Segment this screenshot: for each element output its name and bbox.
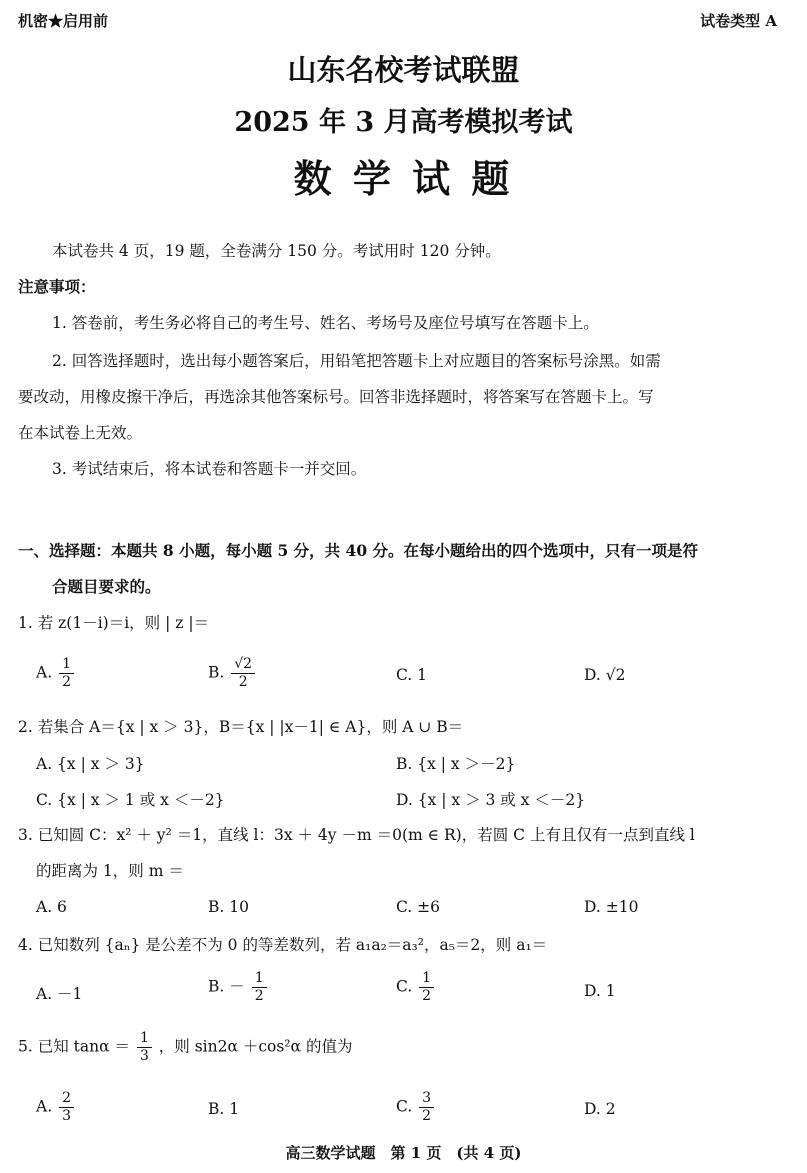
q5-a-num: 2 [59,1090,74,1108]
q4-option-d: D. 1 [584,982,616,1000]
intro-text: 本试卷共 4 页，19 题，全卷满分 150 分。考试用时 120 分钟。 [52,242,501,260]
q3-option-a: A. 6 [36,898,67,916]
q5-c-num: 3 [419,1090,434,1108]
q1-option-b [208,656,257,691]
q5-a-den: 3 [62,1108,71,1124]
q1-option-a [36,656,76,691]
q5-option-d: D. 2 [584,1100,616,1118]
q5-option-c [396,1090,436,1125]
q5-c-den: 2 [422,1108,432,1124]
q4-option-b [208,970,269,1005]
q1-stem: 1. 若 z(1－i)＝i，则 | z |＝ [18,614,210,632]
q4-option-b-fraction [252,970,267,1005]
notice-item-2b: 要改动，用橡皮擦干净后，再选涂其他答案标号。回答非选择题时，将答案写在答题卡上。写 [18,388,654,406]
subject-title: 数 学 试 题 [293,156,514,201]
q1-option-a-fraction [59,656,74,691]
q5-option-a-label: A. [36,1097,53,1116]
q1-b-num: √2 [231,656,255,674]
q3-option-b: B. 10 [208,898,249,916]
q1-option-d: D. √2 [584,666,626,684]
q5-option-c-label: C. [396,1097,413,1116]
q4-option-c-fraction [419,970,434,1005]
q1-b-den: 2 [238,674,248,690]
q2-stem: 2. 若集合 A＝{x | x ＞ 3}，B＝{x | |x－1| ∈ A}，则 A ∪ B＝ [18,718,464,736]
q5-stem-post: ，则 sin2α ＋cos²α 的值为 [158,1037,353,1056]
q2-option-d: D. {x | x ＞ 3 或 x ＜－2} [396,791,586,809]
q5-option-c-fraction [419,1090,434,1125]
notice-item-2a: 2. 回答选择题时，选出每小题答案后，用铅笔把答题卡上对应题目的答案标号涂黑。如需 [52,352,661,370]
q2-option-c: C. {x | x ＞ 1 或 x ＜－2} [36,791,225,809]
exam-date-title: 2025 年 3 月高考模拟考试 [234,107,573,138]
section-1-heading: 一、选择题：本题共 8 小题，每小题 5 分，共 40 分。在每小题给出的四个选项中，只有一项是符 [18,541,699,560]
q4-c-den: 2 [422,988,432,1004]
q5-stem-pre: 5. 已知 tanα ＝ [18,1037,130,1056]
q1-a-num: 1 [59,656,74,674]
notice-item-3: 3. 考试结束后，将本试卷和答题卡一并交回。 [52,460,367,478]
q2-option-a: A. {x | x ＞ 3} [36,755,145,773]
q4-b-num: 1 [252,970,267,988]
q3-stem-line-2: 的距离为 1，则 m ＝ [36,862,184,880]
q4-option-c-label: C. [396,977,413,996]
q1-a-den: 2 [62,674,71,690]
q5-stem [18,1030,352,1065]
q5-stem-fraction [137,1030,152,1065]
q1-option-b-label: B. [208,663,225,682]
confidential-label: 机密★启用前 [18,12,109,30]
paper-type-label: 试卷类型 A [700,12,777,30]
q1-option-c: C. 1 [396,666,428,684]
q5-stem-den: 3 [139,1048,149,1064]
q4-option-c [396,970,436,1005]
q5-option-a [36,1090,76,1125]
q3-stem-line-1: 3. 已知圆 C：x² ＋ y² ＝1，直线 l：3x ＋ 4y －m ＝0(m ∈ R)，若圆 C 上有且仅有一点到直线 l [18,826,695,844]
notice-item-2c: 在本试卷上无效。 [18,424,143,442]
section-1-heading-cont: 合题目要求的。 [52,577,161,596]
q3-option-d: D. ±10 [584,898,639,916]
q1-option-b-fraction [231,656,255,691]
q5-option-b: B. 1 [208,1100,240,1118]
q1-option-a-label: A. [36,663,53,682]
q4-option-b-label: B. － [208,977,245,996]
q4-b-den: 2 [254,988,264,1004]
q2-option-b: B. {x | x ＞－2} [396,755,516,773]
notice-heading: 注意事项： [18,277,96,296]
q3-option-c: C. ±6 [396,898,441,916]
exam-union-title: 山东名校考试联盟 [287,53,520,87]
notice-item-1: 1. 答卷前，考生务必将自己的考生号、姓名、考场号及座位号填写在答题卡上。 [52,314,599,332]
page-footer: 高三数学试题 第 1 页 (共 4 页) [285,1144,522,1162]
q5-option-a-fraction [59,1090,74,1125]
q4-option-a: A. －1 [36,985,83,1003]
q4-stem: 4. 已知数列 {aₙ} 是公差不为 0 的等差数列，若 a₁a₂＝a₃²，a₅＝2，则 a₁＝ [18,936,548,954]
q4-c-num: 1 [419,970,434,988]
q5-stem-num: 1 [137,1030,152,1048]
